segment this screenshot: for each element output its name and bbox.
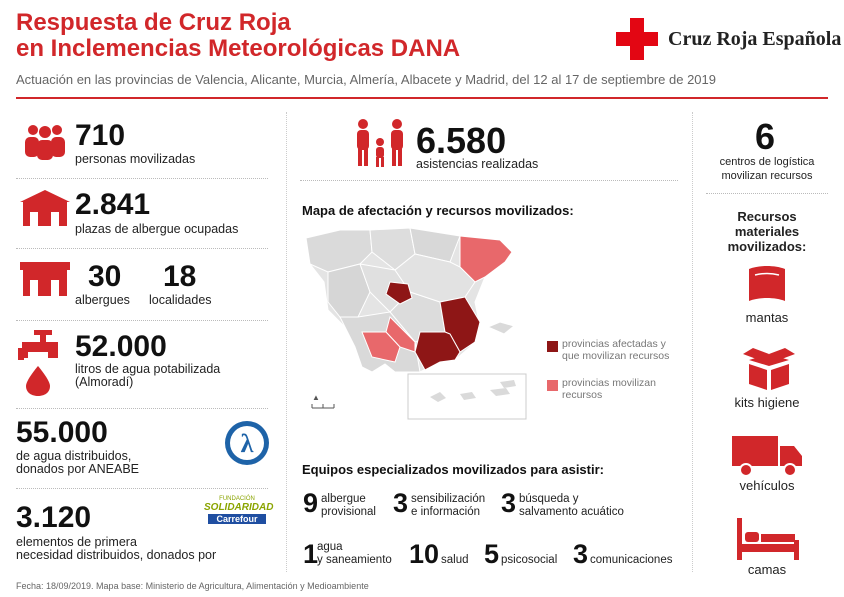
footer-note: Fecha: 18/09/2019. Mapa base: Ministerio de Agricultura, Alimentación y Medioambiente: [16, 581, 369, 591]
hygiene-kit-box-icon: [743, 346, 795, 390]
legend-mobilize-line1: provincias movilizan: [562, 377, 656, 389]
equipo-label-line2: provisional: [321, 506, 376, 518]
title-line-2: en Inclemencias Meteorológicas DANA: [16, 35, 461, 62]
equipo-label-line2: e información: [411, 506, 481, 518]
stat-localidades-label: localidades: [149, 293, 212, 307]
stat-plazas-label: plazas de albergue ocupadas: [75, 222, 239, 236]
equipo-label-line1: agua: [317, 541, 343, 553]
divider: [16, 178, 268, 179]
legend-affected: [562, 338, 669, 362]
equipo-label-line1: sensibilización: [411, 493, 486, 505]
carrefour-logo-line1: FUNDACIÓN: [219, 496, 255, 502]
page-title: [16, 10, 460, 62]
stat-personas-label: personas movilizadas: [75, 152, 196, 166]
stat-centros-label: [706, 155, 828, 183]
legend-mobilize-line2: recursos: [562, 389, 603, 401]
stat-agua-label1: litros de agua potabilizada: [75, 362, 221, 376]
header-divider: [16, 97, 828, 99]
equipo-label: [519, 493, 624, 519]
albergue-icon: [20, 262, 70, 296]
carrefour-logo: [204, 496, 274, 524]
divider: [16, 408, 268, 409]
stat-centros-label1: centros de logística: [719, 156, 815, 168]
stat-albergues-label: albergues: [75, 293, 130, 307]
title-line-1: Respuesta de Cruz Roja: [16, 9, 291, 36]
stat-carrefour-label1: elementos de primera: [16, 535, 137, 549]
equipo-num: 5: [484, 539, 500, 569]
equipo-label-line1: albergue: [321, 493, 366, 505]
stat-centros-label2: movilizan recursos: [721, 170, 813, 182]
aneabe-logo-icon: [224, 420, 270, 466]
spain-map: [300, 222, 540, 422]
stat-plazas-value: 2.841: [75, 188, 151, 221]
bed-icon: [737, 518, 799, 560]
map-title: Mapa de afectación y recursos movilizados:: [302, 203, 574, 218]
stat-agua-label2: (Almoradí): [75, 375, 134, 389]
legend-affected-line1: provincias afectadas y: [562, 338, 666, 350]
equipo-label-line1: búsqueda y: [519, 493, 579, 505]
truck-icon: [732, 434, 804, 478]
recursos-title: [706, 209, 828, 254]
stat-asistencias-value: 6.580: [416, 120, 507, 161]
stat-localidades-value: 18: [163, 260, 197, 293]
carrefour-logo-line2: SOLIDARIDAD: [204, 502, 274, 513]
stat-aneabe-value: 55.000: [16, 416, 108, 449]
recursos-title-line3: movilizados:: [727, 239, 807, 254]
legend-mobilize: [562, 377, 656, 401]
equipo-num: 3: [393, 488, 409, 518]
stat-agua-value: 52.000: [75, 330, 167, 363]
svg-text:▲: ▲: [312, 393, 320, 402]
shelter-icon: [20, 190, 70, 226]
water-tap-icon: [18, 330, 72, 396]
cruz-roja-logo: [616, 18, 842, 62]
equipo-label: comunicaciones: [590, 554, 673, 566]
svg-text:λ: λ: [240, 429, 254, 458]
divider: [16, 320, 268, 321]
column-divider: [692, 112, 693, 572]
stat-aneabe-label1: de agua distribuidos,: [16, 449, 132, 463]
legend-swatch-affected: [547, 341, 558, 352]
people-group-icon: [20, 122, 70, 160]
stat-aneabe-label2: donados por ANEABE: [16, 462, 139, 476]
equipo-label-line2: y saneamiento: [317, 554, 392, 566]
legend-swatch-mobilize: [547, 380, 558, 391]
equipo-label: [317, 541, 392, 567]
equipo-num: 3: [573, 539, 589, 569]
recurso-kits-label: kits higiene: [734, 395, 800, 410]
blanket-icon: [747, 265, 787, 307]
equipo-num: 1: [303, 539, 319, 569]
divider: [16, 248, 268, 249]
stat-centros-value: 6: [755, 116, 776, 157]
stat-personas-value: 710: [75, 119, 126, 152]
subtitle: Actuación en las provincias de Valencia, Alicante, Murcia, Almería, Albacete y Madrid, del 12 al 17 de septiembre de 2019: [16, 72, 716, 87]
logo-text: Cruz Roja Española: [668, 28, 842, 50]
equipo-label: salud: [441, 554, 469, 566]
equipo-label: [411, 493, 485, 519]
legend-affected-line2: que movilizan recursos: [562, 350, 670, 362]
column-divider: [286, 112, 287, 572]
recursos-title-line1: Recursos: [737, 209, 797, 224]
equipos-title: Equipos especializados movilizados para asistir:: [302, 462, 604, 477]
divider: [16, 488, 268, 489]
stat-albergues-value: 30: [88, 260, 122, 293]
divider: [706, 193, 828, 194]
equipo-label: psicosocial: [501, 554, 558, 566]
stat-asistencias-label: asistencias realizadas: [416, 157, 539, 171]
recursos-title-line2: materiales: [734, 224, 800, 239]
equipo-label-line2: salvamento acuático: [519, 506, 624, 518]
divider: [300, 180, 678, 181]
recurso-vehiculos-label: vehículos: [739, 478, 795, 493]
carrefour-logo-line3: Carrefour: [208, 514, 266, 524]
stat-carrefour-value: 3.120: [16, 501, 92, 534]
stat-carrefour-label2: necesidad distribuidos, donados por: [16, 548, 217, 562]
equipo-num: 3: [501, 488, 517, 518]
recurso-camas-label: camas: [747, 562, 787, 577]
equipo-num: 10: [409, 539, 440, 569]
red-cross-icon-vertical: [630, 18, 644, 60]
recurso-mantas-label: mantas: [745, 310, 789, 325]
family-icon: [352, 118, 408, 168]
equipo-num: 9: [303, 488, 319, 518]
equipo-label: [321, 493, 376, 519]
